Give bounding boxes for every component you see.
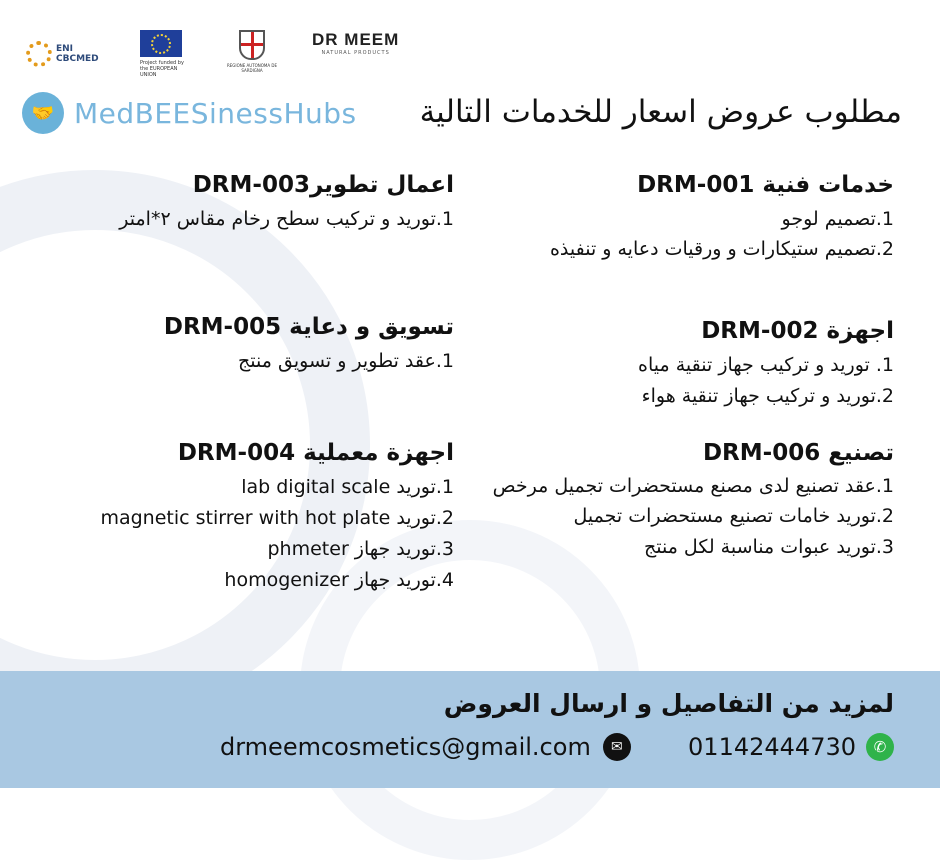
list-item: 4.توريد جهاز homogenizer — [224, 569, 454, 591]
hub-name: MedBEESinessHubs — [74, 96, 357, 130]
section-drm-002 — [474, 318, 894, 412]
phone-contact[interactable] — [688, 733, 894, 761]
email-contact[interactable] — [220, 733, 631, 761]
section-title: تصنيع DRM-006 — [702, 440, 894, 466]
section-drm-004 — [14, 440, 454, 596]
section-title: اجهزة معملية DRM-004 — [177, 440, 454, 466]
mail-icon: ✉ — [603, 733, 631, 761]
medbeesiness-hubs-logo — [22, 92, 357, 134]
eni-logo-line2: CBCMED — [56, 54, 99, 64]
eu-logo — [140, 30, 192, 78]
list-item: 1.عقد تصنيع لدى مصنع مستحضرات تجميل مرخص — [492, 475, 894, 497]
list-item: 1.توريد و تركيب سطح رخام مقاس ٢*امتر — [119, 208, 454, 230]
list-item: 2.توريد magnetic stirrer with hot plate — [100, 507, 454, 529]
section-title: تسويق و دعاية DRM-005 — [163, 314, 454, 340]
footer-cta: لمزيد من التفاصيل و ارسال العروض — [443, 689, 894, 718]
list-item: 1.تصميم لوجو — [781, 208, 894, 230]
list-item: 2.تصميم ستيكارات و ورقيات دعايه و تنفيذه — [549, 238, 894, 260]
list-item: 1.توريد lab digital scale — [241, 476, 454, 498]
section-drm-001 — [474, 172, 894, 264]
list-item: 3.توريد جهاز phmeter — [267, 538, 454, 560]
section-title: اجهزة DRM-002 — [701, 318, 894, 344]
list-item: 2.توريد خامات تصنيع مستحضرات تجميل — [573, 505, 894, 527]
list-item: 1. توريد و تركيب جهاز تنقية مياه — [638, 354, 894, 376]
eu-caption: Project funded by the EUROPEAN UNION — [140, 60, 184, 78]
section-drm-005 — [14, 314, 454, 377]
eni-sun-icon — [26, 41, 52, 67]
drmeem-logo — [312, 30, 399, 78]
list-item: 2.توريد و تركيب جهاز تنقية هواء — [641, 385, 894, 407]
drmeem-tagline: NATURAL PRODUCTS — [321, 50, 390, 56]
section-title: اعمال تطويرDRM-003 — [192, 172, 454, 198]
handshake-icon: 🤝 — [22, 92, 64, 134]
whatsapp-icon: ✆ — [866, 733, 894, 761]
sardegna-caption: REGIONE AUTONOMA DE SARDIGNA — [227, 63, 277, 73]
sardegna-logo — [217, 30, 287, 78]
contact-footer — [0, 671, 940, 788]
eu-flag-icon — [140, 30, 182, 57]
section-drm-006 — [474, 440, 894, 563]
drmeem-name: DR MEEM — [312, 30, 400, 49]
eni-logo-line1: ENI — [56, 44, 74, 54]
list-item: 1.عقد تطوير و تسويق منتج — [238, 350, 454, 372]
eni-cbcmed-logo — [26, 30, 106, 78]
sardegna-shield-icon — [239, 30, 265, 60]
list-item: 3.توريد عبوات مناسبة لكل منتج — [643, 536, 894, 558]
phone-number[interactable]: 01142444730 — [688, 733, 856, 761]
page-title: مطلوب عروض اسعار للخدمات التالية — [419, 94, 902, 130]
section-drm-003 — [14, 172, 454, 235]
email-address[interactable]: drmeemcosmetics@gmail.com — [220, 733, 591, 761]
section-title: خدمات فنية DRM-001 — [637, 172, 894, 198]
